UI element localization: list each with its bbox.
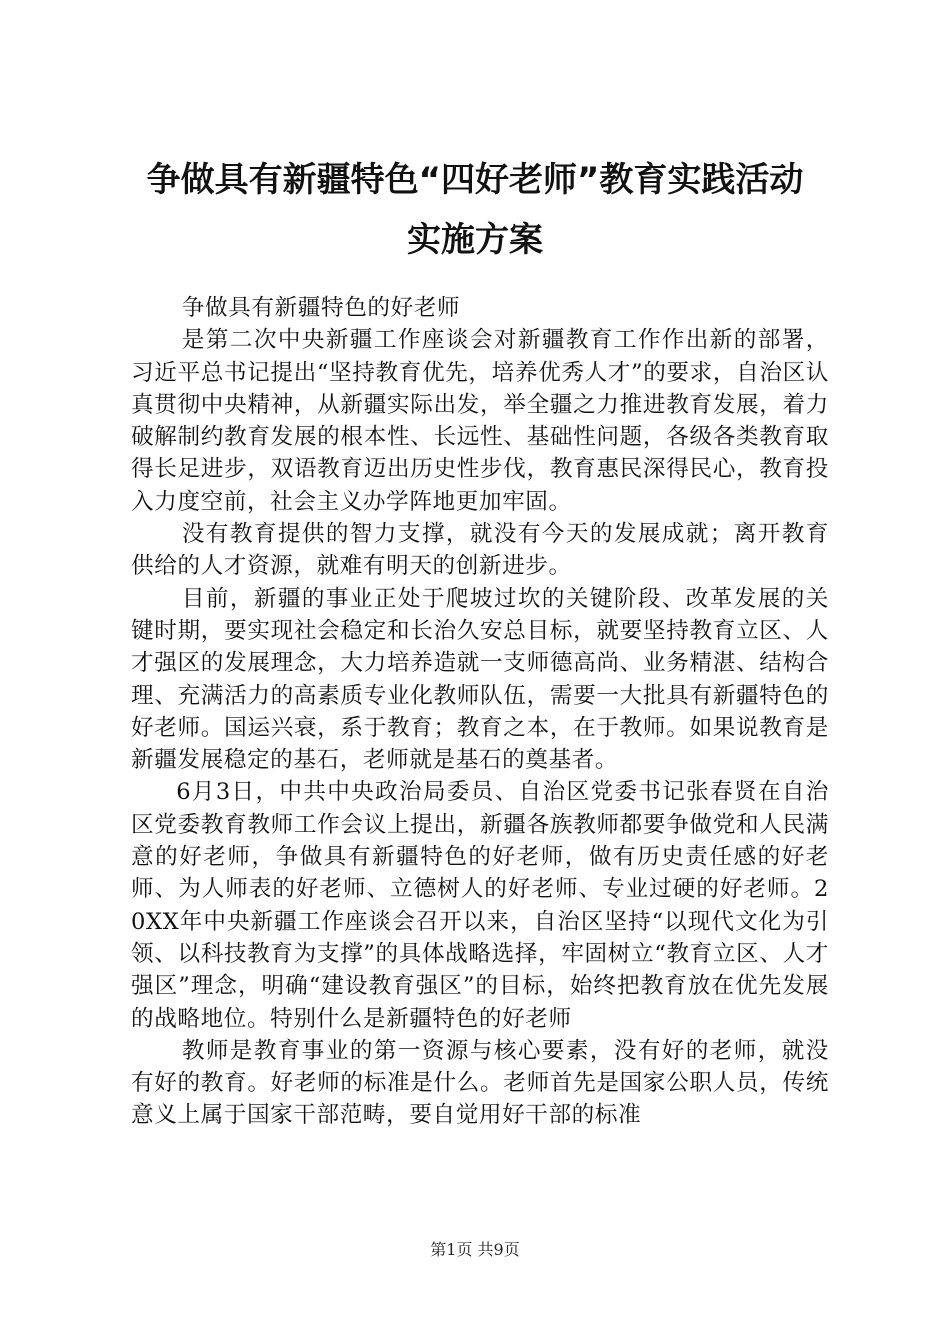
- paragraph: 是第二次中央新疆工作座谈会对新疆教育工作作出新的部署，习近平总书记提出“坚持教育优先，培养优秀人才”的要求，自治区认真贯彻中央精神，从新疆实际出发，举全疆之力推进教育发展，着力破解制约教育发展的根本性、长远性、基础性问题，各级各类教育取得长足进步，双语教育迈出历史性步伐，教育惠民深得民心，教育投入力度空前，社会主义办学阵地更加牢固。: [131, 327, 829, 515]
- page-number: 第1页 共9页: [430, 1240, 520, 1259]
- paragraph: 教师是教育事业的第一资源与核心要素，没有好的老师，就没有好的教育。好老师的标准是什么。老师首先是国家公职人员，传统意义上属于国家干部范畴，要自觉用好干部的标准: [131, 1037, 829, 1129]
- title-line-1: 争做具有新疆特色“四好老师”教育实践活动: [146, 160, 804, 200]
- paragraph: 6月3日，中共中央政治局委员、自治区党委书记张春贤在自治区党委教育教师工作会议上提出，新疆各族教师都要争做党和人民满意的好老师，争做具有新疆特色的好老师，做有历史责任感的好老师、为人师表的好老师、立德树人的好老师、专业过硬的好老师。20XX年中央新疆工作座谈会召开以来，自治区坚持“以现代文化为引领、以科技教育为支撑”的具体战略选择，牢固树立“教育立区、人才强区”理念，明确“建设教育强区”的目标，始终把教育放在优先发展的战略地位。特别什么是新疆特色的好老师: [131, 779, 829, 1032]
- paragraph: 目前，新疆的事业正处于爬坡过坎的关键阶段、改革发展的关键时期，要实现社会稳定和长治久安总目标，就要坚持教育立区、人才强区的发展理念，大力培养造就一支师德高尚、业务精湛、结构合理、充满活力的高素质专业化教师队伍，需要一大批具有新疆特色的好老师。国运兴衰，系于教育；教育之本，在于教师。如果说教育是新疆发展稳定的基石，老师就是基石的奠基者。: [131, 585, 829, 774]
- document-body: [131, 292, 829, 1132]
- title-line-2: 实施方案: [407, 220, 543, 260]
- paragraph: 没有教育提供的智力支撑，就没有今天的发展成就；离开教育供给的人才资源，就难有明天的创新进步。: [131, 521, 829, 580]
- document-title: [0, 150, 950, 270]
- paragraph-subtitle: 争做具有新疆特色的好老师: [181, 295, 461, 321]
